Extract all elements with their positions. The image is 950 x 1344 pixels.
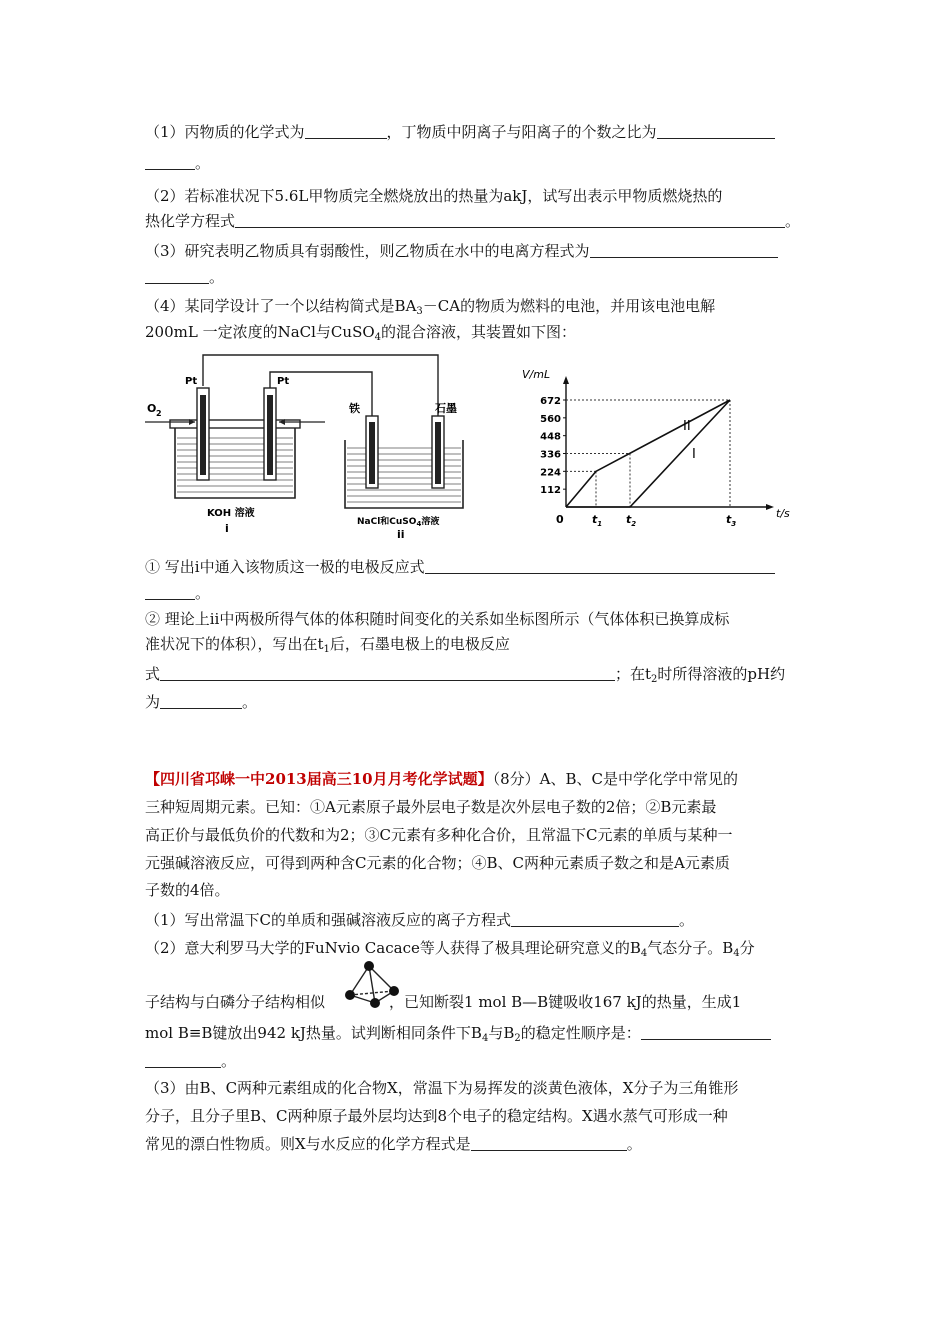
- period: 。: [195, 154, 211, 172]
- period: 。: [679, 911, 695, 929]
- y-tick-label: 336: [540, 449, 561, 461]
- x-tick-subscript: 1: [597, 520, 603, 528]
- q1-part3-line1: [145, 241, 778, 261]
- subscript: 4: [374, 332, 382, 343]
- answer-blank[interactable]: [160, 666, 615, 681]
- q2-part2-line2: [145, 992, 741, 1012]
- pt-right-label: Pt: [277, 376, 290, 387]
- answer-blank[interactable]: [145, 155, 195, 170]
- q2-line1: [145, 769, 738, 789]
- period: 。: [626, 1135, 642, 1153]
- answer-blank[interactable]: [657, 124, 775, 139]
- q1-sub2-line1: ② 理论上ⅱ中两极所得气体的体积随时间变化的关系如坐标图所示（气体体积已换算成标: [145, 610, 730, 628]
- q2-part2-text2: 气态分子。B: [647, 939, 734, 957]
- q1-part1-text2: ，丁物质中阴离子与阳离子的个数之比为: [386, 123, 657, 141]
- x-tick-label: $t_2$: [626, 513, 637, 528]
- answer-blank[interactable]: [145, 1053, 221, 1068]
- y-axis-label: V/mL: [522, 368, 551, 381]
- q1-sub2-line2: [145, 634, 510, 654]
- koh-label: KOH 溶液: [207, 508, 255, 519]
- pt-left-label: Pt: [185, 376, 198, 387]
- q1-part1-text: （1）丙物质的化学式为: [145, 123, 305, 141]
- q1-part4-text3: 200mL 一定浓度的NaCl与CuSO: [145, 323, 375, 341]
- q1-part4-line1: [145, 296, 715, 316]
- q2-part2-line3: [145, 1023, 771, 1043]
- q2-text: （8分）A、B、C是中学化学中常见的: [492, 770, 739, 788]
- q1-part4-text: （4）某同学设计了一个以结构简式是BA: [145, 297, 417, 315]
- y-axis-arrow: [563, 376, 569, 384]
- subscript: 4: [481, 1033, 489, 1044]
- answer-blank[interactable]: [145, 585, 195, 600]
- graphite-label: 石墨: [435, 402, 457, 415]
- period: 。: [242, 693, 258, 711]
- q2-line2: 三种短周期元素。已知：①A元素原子最外层电子数是次外层电子数的2倍；②B元素最: [145, 798, 717, 816]
- subscript: 2: [514, 1033, 521, 1044]
- electrolysis-apparatus: [145, 350, 465, 550]
- subscript: 3: [416, 306, 423, 317]
- subscript: 4: [640, 948, 648, 959]
- q1-part1-line1: [145, 122, 775, 142]
- x-axis-arrow: [766, 504, 774, 510]
- q1-sub2-line3: [145, 664, 785, 684]
- q2-part3-line1: （3）由B、C两种元素组成的化合物X，常温下为易挥发的淡黄色液体，X分子为三角锥形: [145, 1079, 739, 1097]
- q2-part2-line4: [145, 1051, 236, 1071]
- q1-sub1-line1: [145, 557, 775, 577]
- q2-line5: 子数的4倍。: [145, 881, 230, 899]
- q1-sub2-text4: ；在t: [615, 665, 652, 683]
- x-tick-label: $t_3$: [726, 513, 737, 528]
- cell-i-label: i: [225, 522, 229, 535]
- period: 。: [785, 212, 801, 230]
- y-tick-label: 112: [540, 485, 561, 497]
- period: 。: [209, 268, 225, 286]
- q2-part1-line: [145, 910, 694, 930]
- q2-part2-text8: 的稳定性顺序是：: [520, 1024, 641, 1042]
- q2-line4: 元强碱溶液反应，可得到两种含C元素的化合物；④B、C两种元素质子数之和是A元素质: [145, 854, 730, 872]
- answer-blank[interactable]: [641, 1025, 771, 1040]
- q2-part3-line3: [145, 1134, 642, 1154]
- question-source: 【四川省邛崃一中2013届高三10月月考化学试题】: [145, 770, 493, 788]
- q1-part4-text4: 的混合溶液，其装置如下图：: [381, 323, 577, 341]
- q2-part2-text7: 与B: [488, 1024, 515, 1042]
- chart-guides: [566, 400, 730, 507]
- x-tick-subscript: 2: [631, 520, 637, 528]
- chart-axes: [563, 376, 774, 510]
- q2-line3: 高正价与最低负价的代数和为2；③C元素有多种化合价，且常温下C元素的单质与某种一: [145, 826, 733, 844]
- q1-sub2-text: 准状况下的体积），写出在t: [145, 635, 324, 653]
- q1-sub2-text6: 为: [145, 693, 161, 711]
- x-tick-label: $t_1$: [592, 513, 603, 528]
- q1-part3-line2: [145, 267, 224, 287]
- period: 。: [195, 584, 211, 602]
- q2-part3-line2: 分子，且分子里B、C两种原子最外层均达到8个电子的稳定结构。X遇水蒸气可形成一种: [145, 1107, 728, 1125]
- q1-sub2-text5: 时所得溶液的pH约: [657, 665, 786, 683]
- q1-part2-line1: （2）若标准状况下5.6L甲物质完全燃烧放出的热量为akJ，试写出表示甲物质燃烧热的: [145, 187, 723, 205]
- answer-blank[interactable]: [511, 912, 679, 927]
- answer-blank[interactable]: [160, 694, 242, 709]
- q1-sub2-text2: 后，石墨电极上的电极反应: [329, 635, 510, 653]
- q2-part2-text5: ，已知断裂1 mol B—B键吸收167 kJ的热量，生成1: [389, 993, 742, 1011]
- x-tick-subscript: 3: [731, 520, 737, 528]
- y-tick-label: 672: [540, 396, 561, 407]
- y-tick-label: 560: [540, 413, 561, 425]
- y-tick-label: 448: [540, 431, 561, 443]
- subscript: 2: [156, 409, 162, 418]
- q1-part4-text2: －CA的物质为燃料的电池，并用该电池电解: [422, 297, 716, 315]
- mix-label: NaCl和CuSO$_4$溶液: [357, 517, 440, 528]
- q2-part2-text: （2）意大利罗马大学的FuNvio Cacace等人获得了极具理论研究意义的B: [145, 939, 641, 957]
- subscript: 2: [651, 674, 658, 685]
- answer-blank[interactable]: [425, 559, 775, 574]
- q1-sub1-line2: [145, 583, 210, 603]
- q1-part3-text: （3）研究表明乙物质具有弱酸性，则乙物质在水中的电离方程式为: [145, 242, 590, 260]
- volume-time-chart: [508, 362, 798, 537]
- origin-label: 0: [556, 513, 564, 526]
- q2-part2-text6: mol B≡B键放出942 kJ热量。试判断相同条件下B: [145, 1024, 482, 1042]
- series-label-II: II: [683, 419, 691, 434]
- q1-sub2-text3: 式: [145, 665, 161, 683]
- q1-sub2-line4: [145, 692, 257, 712]
- q1-part1-line2: [145, 153, 210, 173]
- series-label-I: I: [692, 447, 696, 462]
- q1-part2-text: 热化学方程式: [145, 212, 236, 230]
- answer-blank[interactable]: [145, 269, 209, 284]
- o2-label: O: [147, 402, 157, 415]
- period: 。: [221, 1052, 237, 1070]
- q1-sub1-text: ① 写出ⅰ中通入该物质这一极的电极反应式: [145, 558, 425, 576]
- answer-blank[interactable]: [471, 1136, 627, 1151]
- answer-blank[interactable]: [235, 213, 785, 228]
- q2-part1-text: （1）写出常温下C的单质和强碱溶液反应的离子方程式: [145, 911, 512, 929]
- subscript: 4: [733, 948, 740, 959]
- x-axis-label: t/s: [776, 507, 790, 520]
- iron-label: 铁: [349, 402, 360, 415]
- q2-part3-text: 常见的漂白性物质。则X与水反应的化学方程式是: [145, 1135, 471, 1153]
- subscript: 1: [323, 644, 330, 655]
- q2-part2-line1: [145, 938, 755, 958]
- cell-ii-label: ii: [397, 528, 405, 541]
- q1-part2-line2: [145, 211, 800, 231]
- answer-blank[interactable]: [590, 243, 778, 258]
- answer-blank[interactable]: [305, 124, 387, 139]
- chart-labels: [522, 368, 790, 528]
- q1-part4-line2: [145, 322, 576, 342]
- q2-part2-text3: 分: [739, 939, 755, 957]
- y-tick-label: 224: [540, 467, 561, 479]
- q2-part2-text4: 子结构与白磷分子结构相似: [145, 993, 326, 1011]
